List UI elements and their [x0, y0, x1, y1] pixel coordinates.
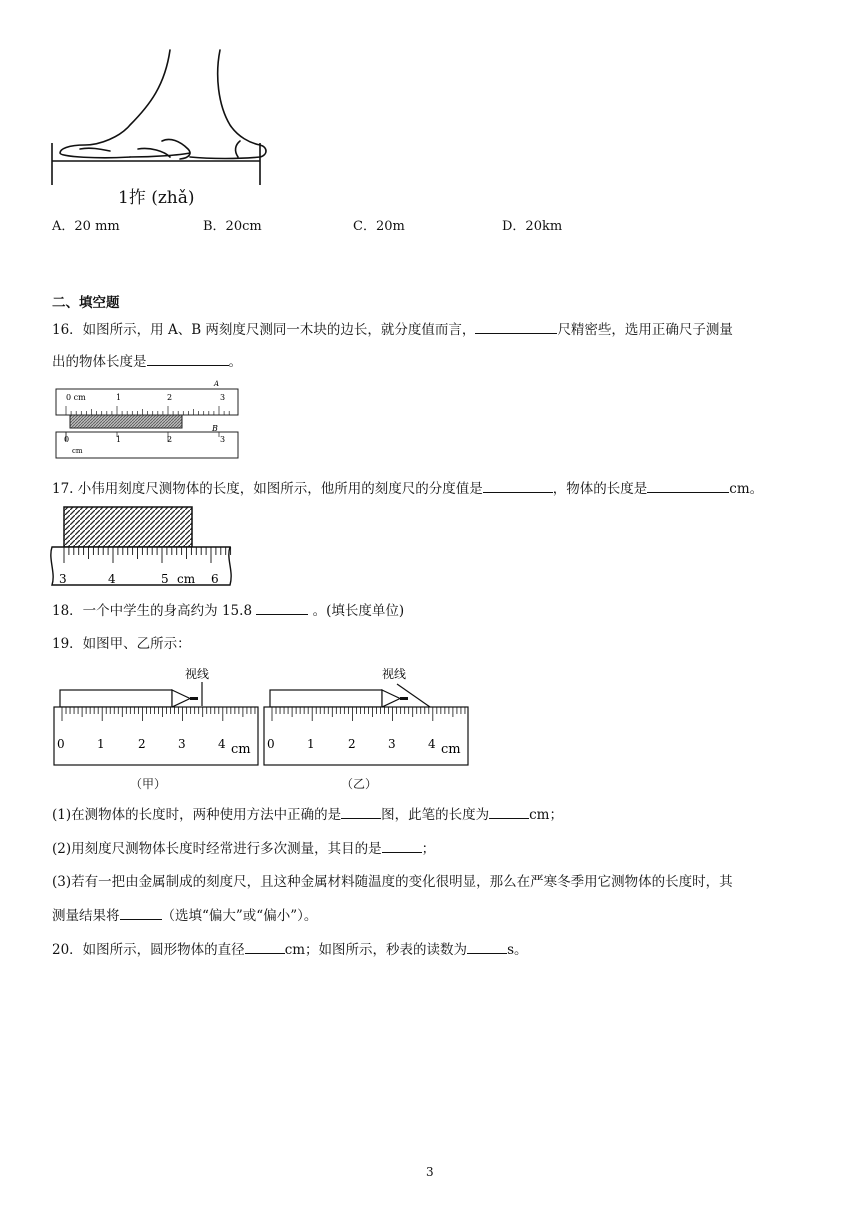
- q19-s3-line2: [52, 905, 317, 926]
- q16-text-1: 16．如图所示，用 A、B 两刻度尺测同一木块的边长，就分度值而言，: [52, 322, 476, 338]
- q16-rulers-figure: [54, 379, 244, 461]
- q20-text-2: cm；如图所示，秒表的读数为: [284, 942, 468, 958]
- q19-s1-blank-1: [341, 804, 381, 819]
- ruler-b-label: B: [212, 424, 218, 433]
- page-number: 3: [426, 1165, 434, 1179]
- q16-text-2: 尺精密些，选用正确尺子测量: [557, 322, 733, 338]
- yi-tick-4: 4: [428, 737, 436, 751]
- q19-s1-blank-2: [489, 804, 529, 819]
- q17-ruler-figure: [50, 505, 238, 590]
- q17-blank-1: [483, 478, 553, 493]
- q17-blank-2: [647, 478, 729, 493]
- ruler-a-tick-2: 2: [167, 393, 173, 402]
- q17-unit: cm: [177, 572, 196, 586]
- q19-s2-text-1: (2)用刻度尺测物体长度时经常进行多次测量，其目的是: [52, 841, 382, 857]
- q19-s1-text-3: cm；: [529, 807, 563, 823]
- q19-s2: [52, 838, 435, 859]
- q17-tick-6: 6: [211, 572, 219, 586]
- caption-jia: （甲）: [130, 777, 167, 791]
- yi-tick-0: 0: [267, 737, 275, 751]
- option-b: B．20cm: [203, 219, 262, 234]
- ruler-b-unit: cm: [72, 447, 83, 455]
- q17-tick-5: 5: [161, 572, 169, 586]
- hand-span-label: 1拃 (zhǎ): [118, 188, 195, 208]
- jia-tick-2: 2: [138, 737, 146, 751]
- q17-tick-4: 4: [108, 572, 116, 586]
- q18-line: [52, 600, 404, 621]
- option-d: D．20km: [502, 219, 563, 234]
- q17-line: [52, 478, 763, 499]
- ruler-b-tick-0: 0: [64, 435, 70, 444]
- ruler-a-tick-3: 3: [220, 393, 226, 402]
- q19-s3-text-1: 测量结果将: [52, 908, 120, 924]
- caption-yi: （乙）: [341, 777, 378, 791]
- section-heading: 二、填空题: [52, 295, 120, 311]
- ruler-a-label: A: [214, 380, 220, 388]
- yi-tick-2: 2: [348, 737, 356, 751]
- q19-s2-text-2: ；: [421, 841, 436, 857]
- q19-intro: 19．如图甲、乙所示：: [52, 636, 191, 652]
- q17-tick-3: 3: [59, 572, 67, 586]
- yi-tick-1: 1: [307, 737, 315, 751]
- q19-s1-text-2: 图，此笔的长度为: [381, 807, 490, 823]
- q17-text-3: cm。: [729, 481, 764, 497]
- ruler-a-tick-1: 1: [116, 393, 122, 402]
- ruler-a-unit: 0 cm: [66, 393, 86, 402]
- ruler-b-tick-1: 1: [116, 435, 122, 444]
- q18-blank: [256, 600, 308, 615]
- q16-blank-1: [475, 319, 557, 334]
- jia-tick-3: 3: [178, 737, 186, 751]
- jia-tick-0: 0: [57, 737, 65, 751]
- q19-s1-text-1: (1)在测物体的长度时，两种使用方法中正确的是: [52, 807, 342, 823]
- q20-text-3: s。: [507, 942, 528, 958]
- q20-text-1: 20．如图所示，圆形物体的直径: [52, 942, 245, 958]
- q17-text-1: 17. 小伟用刻度尺测物体的长度，如图所示，他所用的刻度尺的分度值是: [52, 481, 483, 497]
- q20-blank-1: [245, 939, 285, 954]
- q16-blank-2: [147, 351, 229, 366]
- q20-blank-2: [467, 939, 507, 954]
- q16-text-4: 。: [228, 354, 242, 370]
- sight-label-jia: 视线: [185, 667, 210, 681]
- q16-line1: [52, 319, 733, 340]
- q18-text-1: 18．一个中学生的身高约为 15.8: [52, 603, 253, 619]
- ruler-b-tick-3: 3: [220, 435, 226, 444]
- q18-text-2: 。(填长度单位): [312, 603, 405, 619]
- jia-tick-1: 1: [97, 737, 105, 751]
- q19-figure-jia: [52, 662, 260, 772]
- q19-s3-blank: [120, 905, 162, 920]
- yi-unit: cm: [441, 742, 461, 757]
- q20-line: [52, 939, 528, 960]
- ruler-b-tick-2: 2: [167, 435, 173, 444]
- q16-line2: [52, 351, 242, 372]
- yi-tick-3: 3: [388, 737, 396, 751]
- jia-unit: cm: [231, 742, 251, 757]
- jia-tick-4: 4: [218, 737, 226, 751]
- q19-s1: [52, 804, 563, 825]
- option-c: C．20m: [353, 219, 405, 234]
- q19-s3-text-2: （选填“偏大”或“偏小”）。: [161, 908, 318, 924]
- sight-label-yi: 视线: [382, 667, 407, 681]
- q19-s2-blank: [382, 838, 422, 853]
- q16-text-3: 出的物体长度是: [52, 354, 147, 370]
- q19-s3-line1: (3)若有一把由金属制成的刻度尺，且这种金属材料随温度的变化很明显，那么在严寒冬季用它测物体的长度时，其: [52, 874, 733, 890]
- q19-figure-yi: [262, 662, 470, 772]
- option-a: A．20 mm: [52, 219, 120, 234]
- q17-text-2: ，物体的长度是: [552, 481, 648, 497]
